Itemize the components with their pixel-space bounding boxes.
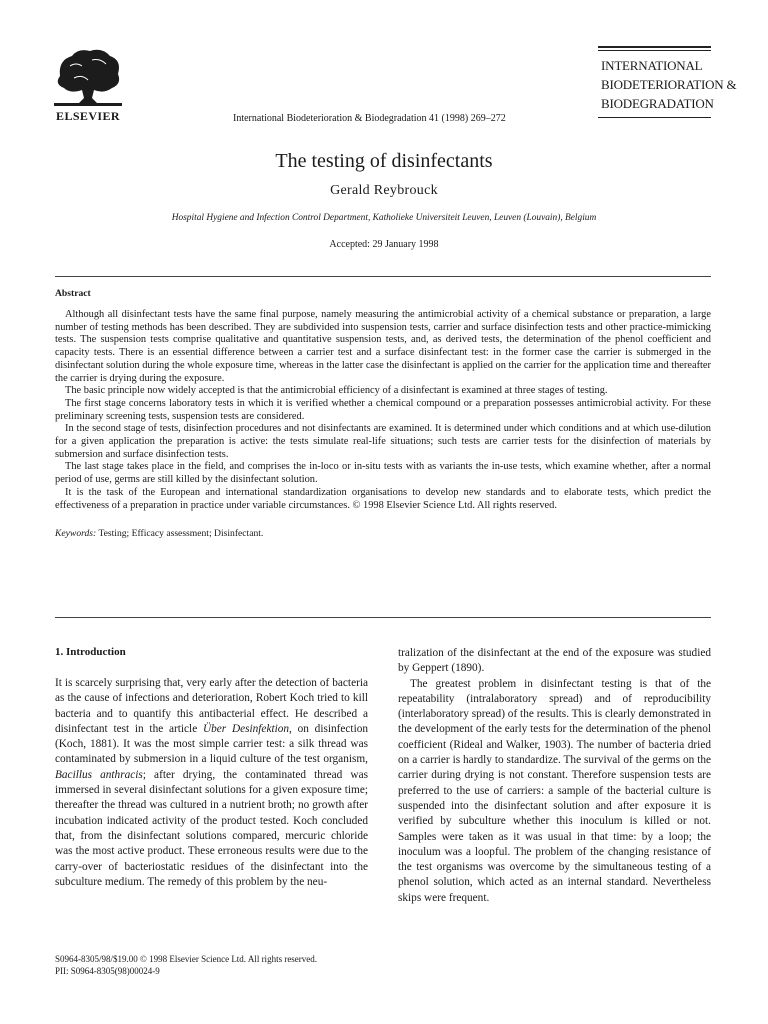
article-author: Gerald Reybrouck [330, 183, 438, 198]
brand-rule [598, 50, 711, 51]
section-heading: 1. Introduction [55, 646, 126, 658]
body-text: , on disinfection (Koch, 1881). It was the most simple carrier test: a silk thread was contaminated by submersion in a liquid culture of the test organism, [55, 722, 369, 766]
abstract-paragraph: Although all disinfectant tests have the same final purpose, namely measuring the antimicrobial activity of a chemical substance or preparation, a large number of testing methods has been described. They are subdivided into suspension tests, carrier and surface disinfection tests and other practice-mimicking tests. The suspension tests comprise qualitative and quantitative suspension tests, and, as derived tests, the determination of the phenol coefficient and capacity tests. There is an essential difference between a carrier test and a surface disinfectant test: in the former case the carrier is submerged in the disinfectant solution during the whole exposure time, whereas in the latter case the disinfectant is applied on the carrier for the application time and thereafter the carrier is drying during the exposure. [55, 309, 711, 384]
abstract-paragraph: The basic principle now widely accepted is that the antimicrobial efficiency of a disinfectant is examined at three stages of testing. [65, 385, 608, 397]
body-text-italic: Über Desinfektion [202, 722, 290, 735]
brand-line: BIODEGRADATION [601, 96, 714, 111]
abstract-heading: Abstract [55, 288, 91, 299]
publisher-logo [52, 46, 124, 124]
body-text: ; after drying, the contaminated thread was immersed in several disinfectant solutions for a given exposure time; thereafter the thread was cultured in a nutrient broth; no growth after incubation indicated activity of the product tested. Koch concluded that, from the disinfectant solutions compared, mercuric chloride was the most active product. These erroneous results were due to the carry-over of bacteriostatic residues of the disinfectant into the subculture medium. The remedy of this problem by the neu- [55, 768, 369, 888]
divider [55, 276, 711, 277]
journal-brand [598, 46, 737, 118]
author-affiliation: Hospital Hygiene and Infection Control Department, Katholieke Universiteit Leuven, Leuven (Louvain), Belgium [171, 213, 597, 223]
footnote-line: PII: S0964-8305(98)00024-9 [55, 966, 160, 976]
footnote-line: S0964-8305/98/$19.00 © 1998 Elsevier Science Ltd. All rights reserved. [55, 954, 318, 964]
body-text: It is scarcely surprising that, very early after the detection of bacteria as the cause of infections and deterioration, Robert Koch tried to kill bacteria and to quantify this antibacterial effect. He described a disinfectant test in the article [55, 677, 368, 735]
abstract-paragraph: In the second stage of tests, disinfection procedures and not disinfectants are examined. It is determined under which conditions and at which use-dilution for a given application the preparation is active: the tests simulate real-life situations; such tests are carrier tests for the disinfection of materials by submersion and surface disinfection tests. [55, 423, 711, 460]
keywords [55, 528, 711, 541]
elsevier-tree-icon [52, 46, 124, 108]
brand-rule [598, 46, 711, 48]
journal-citation: International Biodeterioration & Biodegradation 41 (1998) 269–272 [233, 113, 506, 124]
accepted-date: Accepted: 29 January 1998 [329, 239, 439, 250]
brand-rule [598, 117, 711, 118]
brand-line: BIODETERIORATION & [601, 77, 737, 92]
keywords-list: Testing; Efficacy assessment; Disinfectant. [98, 528, 264, 540]
body-paragraph: The greatest problem in disinfectant testing is that of the repeatability (intralaboratory spread) and of reproducibility (interlaboratory spread) of the results. This is clearly demonstrated in the development of the early tests for the determination of the phenol coefficient (Rideal and Walker, 1903). The number of bacteria dried on a carrier is hardly to standardize. The survival of the germs on the carrier during drying is not constant. Therefore suspension tests are preferred to the use of carriers: a sample of the bacterial culture is suspended into the disinfectant solution and after exposure it is verified by subculture whether this inoculum is killed or not. Samples were taken as it was usual in that time: by a loop; the inoculum was a loopful. The problem of the changing resistance of the test organisms was overcome by the simultaneous testing of a phenol solution, which acted as an internal standard. Nevertheless skips were frequent. [398, 677, 711, 904]
brand-line: INTERNATIONAL [601, 58, 703, 73]
keywords-label: Keywords: [55, 528, 97, 540]
abstract-body [55, 309, 711, 541]
body-paragraph [55, 676, 368, 890]
abstract-paragraph: It is the task of the European and international standardization organisations to develop new standards and to elaborate tests, which predict the effectiveness of a preparation in practice under variable circumstances. © 1998 Elsevier Science Ltd. All rights reserved. [55, 486, 711, 511]
body-column-left [55, 676, 368, 890]
article-title: The testing of disinfectants [275, 150, 493, 172]
copyright-footnote [55, 953, 375, 977]
body-text-italic: Bacillus anthracis [55, 768, 143, 781]
publisher-name: ELSEVIER [56, 109, 120, 123]
divider [55, 617, 711, 618]
abstract-paragraph: The first stage concerns laboratory tests in which it is verified whether a chemical compound or a preparation possesses antimicrobial activity. For these preliminary screening tests, suspension tests are considered. [55, 397, 711, 422]
body-column-right [398, 646, 711, 906]
body-paragraph: tralization of the disinfectant at the end of the exposure was studied by Geppert (1890). [398, 647, 711, 675]
journal-brand-title [598, 56, 737, 113]
abstract-paragraph: The last stage takes place in the field, and comprises the in-loco or in-situ tests with as variants the in-use tests, which examine whether, after a normal period of use, germs are still killed by the disinfectant solution. [55, 461, 711, 486]
